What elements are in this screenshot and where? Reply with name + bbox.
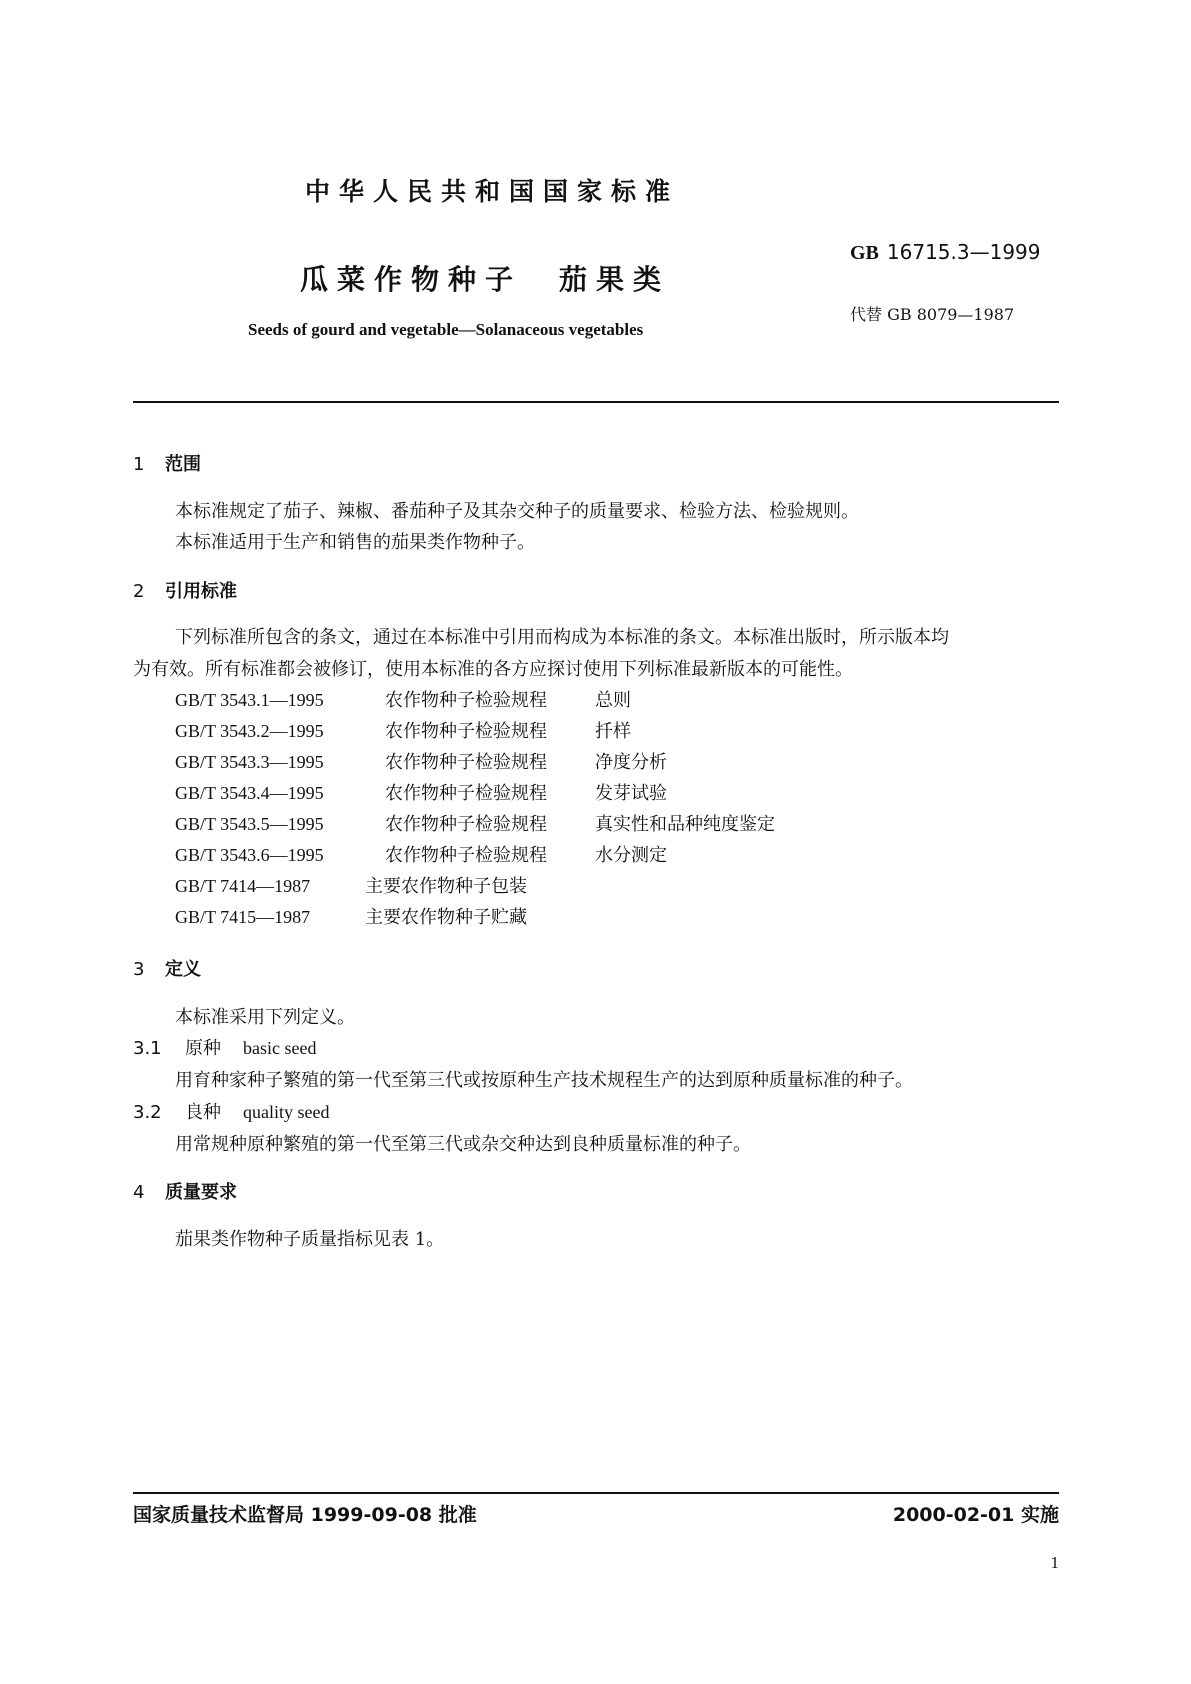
reference-row — [175, 686, 631, 712]
doc-number-value: 16715.3—1999 — [886, 240, 1041, 264]
reference-name: 农作物种子检验规程 — [385, 752, 547, 773]
definition-text: 用常规种原种繁殖的第一代至第三代或杂交种达到良种质量标准的种子。 — [175, 1134, 751, 1155]
national-standard-heading: 中华人民共和国国家标准 — [305, 177, 680, 206]
reference-name: 主要农作物种子贮藏 — [365, 907, 527, 928]
reference-code: GB/T 3543.1—1995 — [175, 690, 324, 710]
reference-row — [175, 903, 527, 929]
reference-code: GB/T 3543.3—1995 — [175, 752, 324, 772]
definition-term-english: basic seed — [243, 1038, 317, 1058]
section-heading-quality-requirements — [133, 1178, 237, 1204]
gb-prefix: GB — [850, 242, 879, 264]
reference-part: 扦样 — [595, 721, 631, 742]
definition-number: 3.2 — [133, 1102, 162, 1123]
reference-code: GB/T 3543.5—1995 — [175, 814, 324, 834]
paragraph: 为有效。所有标准都会被修订，使用本标准的各方应探讨使用下列标准最新版本的可能性。 — [133, 659, 853, 680]
paragraph: 本标准规定了茄子、辣椒、番茄种子及其杂交种子的质量要求、检验方法、检验规则。 — [175, 501, 859, 522]
reference-name: 农作物种子检验规程 — [385, 814, 547, 835]
reference-part: 真实性和品种纯度鉴定 — [595, 814, 775, 835]
definition-term-english: quality seed — [243, 1102, 330, 1122]
reference-name: 农作物种子检验规程 — [385, 721, 547, 742]
section-number: 2 — [133, 581, 145, 602]
paragraph: 下列标准所包含的条文，通过在本标准中引用而构成为本标准的条文。本标准出版时，所示版本均 — [175, 627, 949, 648]
reference-name: 主要农作物种子包装 — [365, 876, 527, 897]
paragraph: 茄果类作物种子质量指标见表 1。 — [175, 1229, 445, 1250]
reference-part: 总则 — [595, 690, 631, 711]
document-title: 瓜菜作物种子 茄果类 — [300, 263, 671, 296]
definition-term: 原种 — [185, 1038, 221, 1059]
definition-number: 3.1 — [133, 1038, 162, 1059]
paragraph: 本标准采用下列定义。 — [175, 1007, 355, 1028]
reference-name: 农作物种子检验规程 — [385, 845, 547, 866]
doc-number — [850, 240, 1041, 265]
paragraph: 本标准适用于生产和销售的茄果类作物种子。 — [175, 532, 535, 553]
replaces-note: 代替 GB 8079—1987 — [850, 305, 1015, 324]
top-divider — [133, 401, 1059, 403]
reference-part: 水分测定 — [595, 845, 667, 866]
page-number: 1 — [1050, 1553, 1059, 1572]
reference-name: 农作物种子检验规程 — [385, 690, 547, 711]
reference-code: GB/T 3543.2—1995 — [175, 721, 324, 741]
reference-code: GB/T 7414—1987 — [175, 876, 311, 896]
section-title: 引用标准 — [165, 581, 237, 602]
reference-code: GB/T 3543.6—1995 — [175, 845, 324, 865]
reference-code: GB/T 3543.4—1995 — [175, 783, 324, 803]
section-title: 质量要求 — [165, 1182, 237, 1203]
definition-text: 用育种家种子繁殖的第一代至第三代或按原种生产技术规程生产的达到原种质量标准的种子。 — [175, 1070, 913, 1091]
definition-basic-seed — [133, 1034, 316, 1060]
reference-code: GB/T 7415—1987 — [175, 907, 311, 927]
reference-part: 发芽试验 — [595, 783, 667, 804]
approval-statement: 国家质量技术监督局 1999-09-08 批准 — [133, 1504, 477, 1526]
reference-row — [175, 779, 667, 805]
reference-row — [175, 748, 667, 774]
definition-term: 良种 — [185, 1102, 221, 1123]
definition-quality-seed — [133, 1098, 329, 1124]
section-heading-scope — [133, 450, 201, 476]
effective-date: 2000-02-01 实施 — [892, 1504, 1059, 1526]
section-title: 定义 — [165, 959, 201, 980]
section-number: 3 — [133, 959, 145, 980]
reference-row — [175, 841, 667, 867]
section-number: 4 — [133, 1182, 145, 1203]
section-number: 1 — [133, 454, 145, 475]
reference-name: 农作物种子检验规程 — [385, 783, 547, 804]
section-heading-definitions — [133, 955, 201, 981]
reference-part: 净度分析 — [595, 752, 667, 773]
english-title: Seeds of gourd and vegetable—Solanaceous vegetables — [248, 320, 644, 339]
reference-row — [175, 717, 631, 743]
section-heading-references — [133, 577, 237, 603]
section-title: 范围 — [165, 454, 201, 475]
bottom-divider — [133, 1492, 1059, 1494]
reference-row — [175, 872, 527, 898]
reference-row — [175, 810, 775, 836]
